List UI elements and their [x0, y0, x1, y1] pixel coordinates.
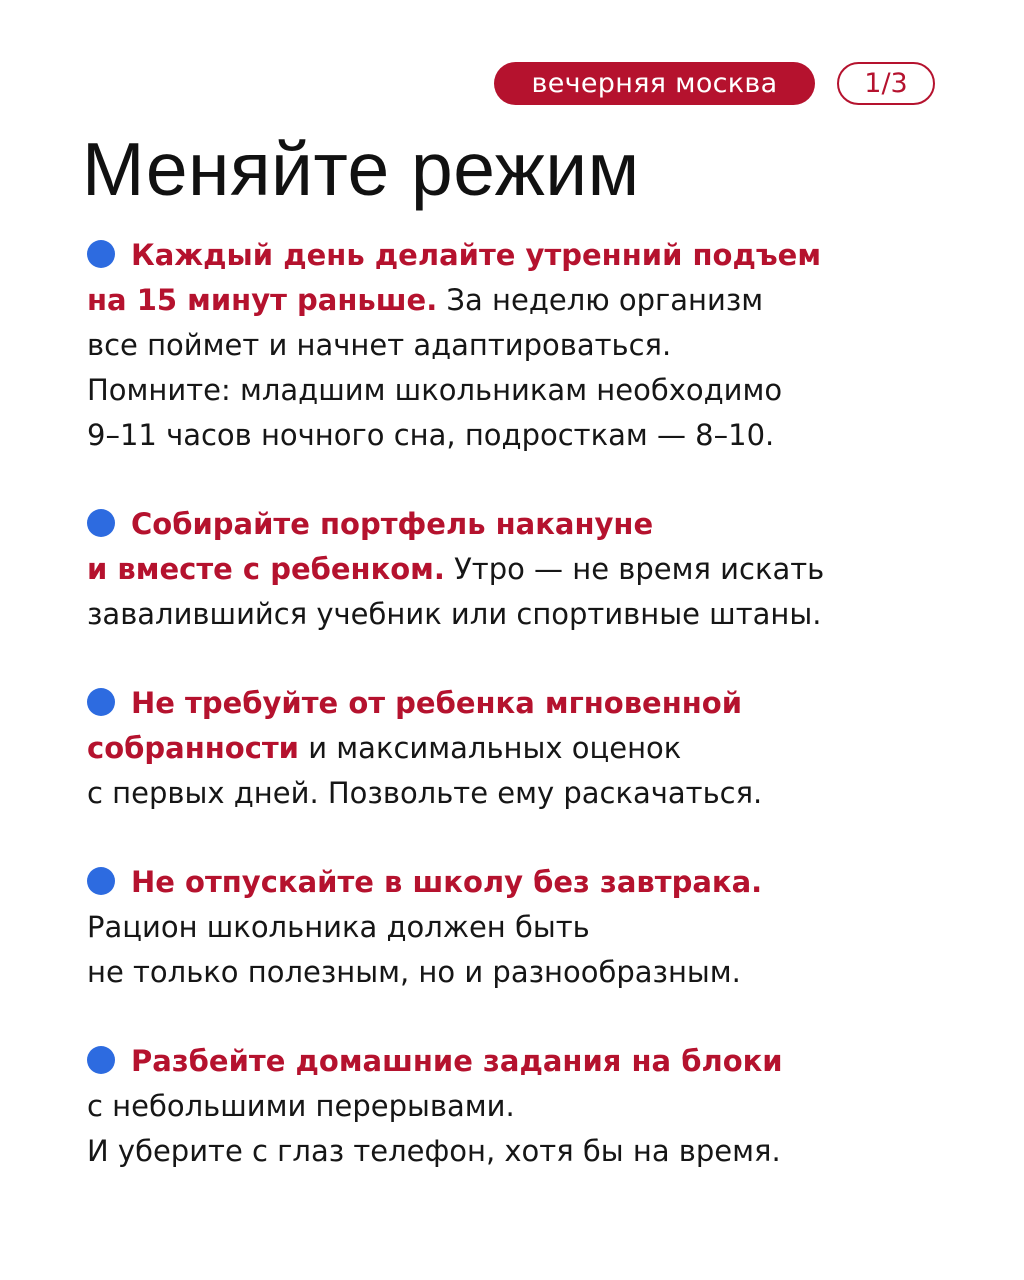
tip-text: завалившийся учебник или спортивные штаны. — [87, 597, 822, 631]
tip-heading: Каждый день делайте утренний подъем — [131, 238, 822, 272]
tip-text: все поймет и начнет адаптироваться. — [87, 328, 672, 362]
tip-line — [87, 547, 987, 592]
blue-dot-icon — [87, 688, 115, 716]
tip-item — [87, 1039, 987, 1174]
tip-line — [87, 502, 987, 547]
tip-line — [87, 368, 987, 413]
brand-badge: вечерняя москва — [494, 62, 815, 105]
tip-line — [87, 413, 987, 458]
tip-text: За неделю организм — [437, 283, 764, 317]
tip-text: 9–11 часов ночного сна, подросткам — 8–10. — [87, 418, 775, 452]
tip-heading: и вместе с ребенком. — [87, 552, 445, 586]
tip-text: Утро — не время искать — [444, 552, 825, 586]
tip-line — [87, 860, 987, 905]
tip-heading: Собирайте портфель накануне — [131, 507, 654, 541]
tip-line — [87, 905, 987, 950]
page-counter: 1/3 — [837, 62, 935, 105]
blue-dot-icon — [87, 867, 115, 895]
blue-dot-icon — [87, 1046, 115, 1074]
tip-heading: собранности — [87, 731, 300, 765]
blue-dot-icon — [87, 509, 115, 537]
tip-text: Помните: младшим школьникам необходимо — [87, 373, 783, 407]
tip-line — [87, 1129, 987, 1174]
tip-item — [87, 681, 987, 816]
tip-text: и максимальных оценок — [299, 731, 682, 765]
tip-line — [87, 681, 987, 726]
tip-heading: на 15 минут раньше. — [87, 283, 438, 317]
tip-line — [87, 726, 987, 771]
tip-text: с первых дней. Позвольте ему раскачаться. — [87, 776, 763, 810]
tip-line — [87, 592, 987, 637]
tip-text: не только полезным, но и разнообразным. — [87, 955, 741, 989]
blue-dot-icon — [87, 240, 115, 268]
tip-text: Рацион школьника должен быть — [87, 910, 590, 944]
tip-line — [87, 950, 987, 995]
tip-heading: Не отпускайте в школу без завтрака. — [131, 865, 763, 899]
tip-item — [87, 502, 987, 637]
tip-line — [87, 233, 987, 278]
tip-text: И уберите с глаз телефон, хотя бы на время. — [87, 1134, 781, 1168]
tip-line — [87, 1039, 987, 1084]
tip-line — [87, 323, 987, 368]
tip-text: с небольшими перерывами. — [87, 1089, 515, 1123]
tip-item — [87, 233, 987, 458]
tip-heading: Не требуйте от ребенка мгновенной — [131, 686, 743, 720]
tip-line — [87, 771, 987, 816]
tip-line — [87, 1084, 987, 1129]
page-title: Меняйте режим — [82, 127, 640, 211]
tip-item — [87, 860, 987, 995]
tip-line — [87, 278, 987, 323]
tip-heading: Разбейте домашние задания на блоки — [131, 1044, 783, 1078]
